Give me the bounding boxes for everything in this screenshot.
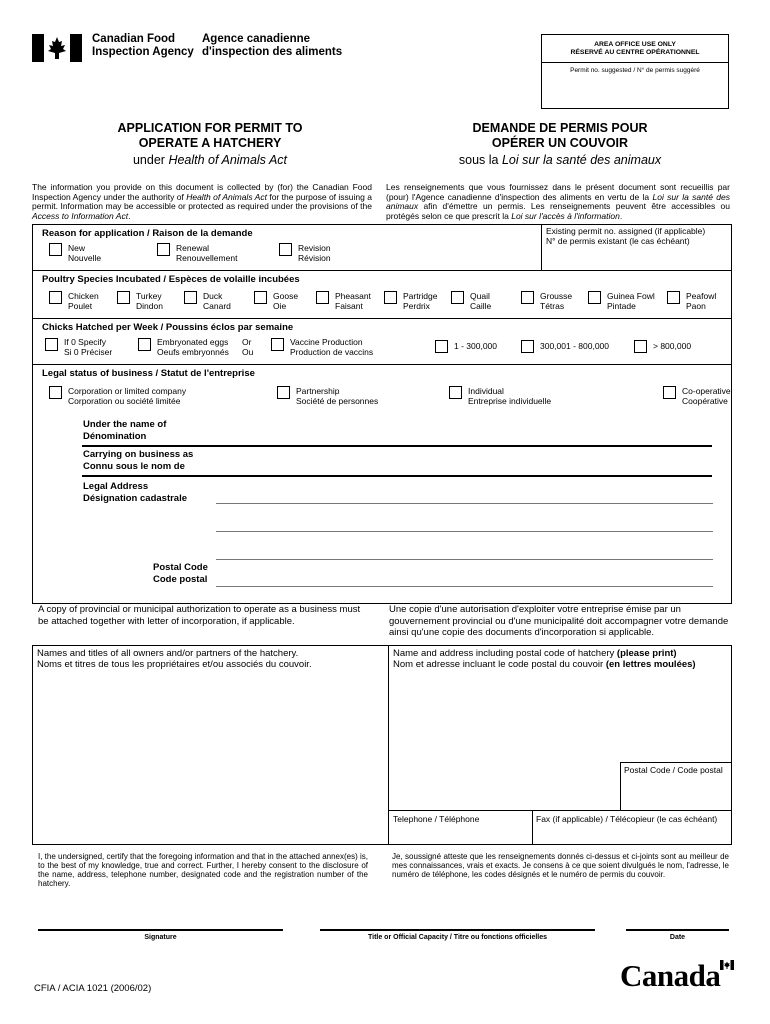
fax-label: Fax (if applicable) / Télécopieur (le cas échéant) <box>536 814 718 824</box>
legal-address-line-3[interactable] <box>216 559 713 560</box>
office-use-box: AREA OFFICE USE ONLY RÉSERVÉ AU CENTRE OPÉRATIONNEL Permit no. suggested / N° de permis suggéré <box>541 34 729 109</box>
species-label: Goose Oie <box>273 291 299 311</box>
species-label: Turkey Dindon <box>136 291 163 311</box>
species-guinea-fowl-checkbox[interactable] <box>588 291 601 304</box>
legal-cooperative-checkbox[interactable] <box>663 386 676 399</box>
form-number: CFIA / ACIA 1021 (2006/02) <box>34 983 152 994</box>
privacy-notice-fr: Les renseignements que vous fournissez dans le présent document sont recueillis par (pour) l'Agence canadienne d'inspection des aliments en vertu de la Loi sur la santé des animaux afin d'émettre un permis. Les renseignements peuvent être accessibles ou protégés selon ce que prescrit la Loi sur l'accès à l'information. <box>386 182 730 221</box>
reason-revision-checkbox[interactable] <box>279 243 292 256</box>
legal-individual-checkbox[interactable] <box>449 386 462 399</box>
legal-address-label: Legal Address Désignation cadastrale <box>83 481 188 504</box>
reason-renewal-checkbox[interactable] <box>157 243 170 256</box>
species-quail-checkbox[interactable] <box>451 291 464 304</box>
species-pheasant-checkbox[interactable] <box>316 291 329 304</box>
copy-note-en: A copy of provincial or municipal authorization to operate as a business must be attached together with letter of incorporation, if applicable. <box>38 604 361 627</box>
legal-individual-label: Individual Entreprise individuelle <box>468 386 552 406</box>
copy-note-fr: Une copie d'une autorisation d'exploiter votre entreprise émise par un gouvernement provincial ou d'une municipalité doit accompagner votre demande ainsi qu'une copie des documents d'incorporation si applicable. <box>389 604 729 638</box>
reason-revision-label: Revision Révision <box>298 243 331 263</box>
date-label: Date <box>669 934 686 941</box>
species-duck-checkbox[interactable] <box>184 291 197 304</box>
postal-code-field[interactable] <box>216 586 713 587</box>
vaccine-production-checkbox[interactable] <box>271 338 284 351</box>
vaccine-production-label: Vaccine Production Production de vaccins <box>290 337 374 357</box>
telephone-field[interactable] <box>392 826 528 842</box>
chicks-heading: Chicks Hatched per Week / Poussins éclos par semaine <box>42 322 294 333</box>
telephone-label: Telephone / Téléphone <box>393 814 480 824</box>
legal-corporation-checkbox[interactable] <box>49 386 62 399</box>
reason-new-checkbox[interactable] <box>49 243 62 256</box>
certification-en: I, the undersigned, certify that the foregoing information and that in the attached annex(es) is, to the best of my knowledge, true and correct. Further, I hereby consent to the disclosure of the name, address, telephone number, designated code and the registration number of the hatchery. <box>38 852 368 888</box>
species-label: Quail Caille <box>470 291 492 311</box>
species-label: Partridge Perdrix <box>403 291 438 311</box>
chicks-if-zero-label: If 0 Specify Si 0 Préciser <box>64 337 113 357</box>
under-name-field[interactable] <box>82 445 712 447</box>
legal-heading: Legal status of business / Statut de l'entreprise <box>42 368 255 379</box>
hatchery-postal-box[interactable] <box>620 762 732 810</box>
hatchery-label: Name and address including postal code of hatchery (please print) Nom et adresse incluant le code postal du couvoir (en lettres moulées) <box>393 648 696 670</box>
permit-suggested-label: Permit no. suggested / N° de permis suggéré <box>570 67 700 74</box>
range-2-checkbox[interactable] <box>521 340 534 353</box>
under-name-label: Under the name of Dénomination <box>83 419 167 442</box>
privacy-notice-en: The information you provide on this document is collected by (for) the Canadian Food Inspection Agency under the authority of Health of Animals Act for the purpose of issuing a permit. Information may be accessible or protected as required under the provisions of the Access to Information Act. <box>32 182 372 221</box>
fax-field[interactable] <box>536 826 728 842</box>
species-goose-checkbox[interactable] <box>254 291 267 304</box>
reason-new-label: New Nouvelle <box>68 243 102 263</box>
embryonated-eggs-label: Embryonated eggs Oeufs embryonnés <box>157 337 229 357</box>
wordmark-flag-icon <box>720 960 734 970</box>
legal-address-line-2[interactable] <box>216 531 713 532</box>
species-turkey-checkbox[interactable] <box>117 291 130 304</box>
species-label: Guinea Fowl Pintade <box>607 291 655 311</box>
hatchery-field[interactable] <box>392 672 616 808</box>
legal-partnership-checkbox[interactable] <box>277 386 290 399</box>
legal-cooperative-label: Co-operative Coopérative <box>682 386 731 406</box>
agency-name-en: Canadian Food Inspection Agency <box>92 33 194 58</box>
date-field[interactable] <box>626 929 729 931</box>
species-heading: Poultry Species Incubated / Espèces de volaille incubées <box>42 274 300 285</box>
species-grousse-checkbox[interactable] <box>521 291 534 304</box>
range-1-checkbox[interactable] <box>435 340 448 353</box>
title-capacity-label: Title or Official Capacity / Titre ou fonctions officielles <box>367 934 548 941</box>
legal-corporation-label: Corporation or limited company Corporation ou société limitée <box>68 386 187 406</box>
signature-field[interactable] <box>38 929 283 931</box>
carrying-on-label: Carrying on business as Connu sous le nom de <box>83 449 194 472</box>
title-capacity-field[interactable] <box>320 929 595 931</box>
certification-fr: Je, soussigné atteste que les renseignements donnés ci-dessus et ci-joints sont au meilleur de mes connaissances, vrais et exacts. Je consens à ce que soient divulgués le nom, l'adresse, le numéro de téléphone, les codes désignés et le numéro de permis du couvoir. <box>392 852 729 879</box>
species-peafowl-checkbox[interactable] <box>667 291 680 304</box>
legal-address-line-1[interactable] <box>216 503 713 504</box>
existing-permit-label: Existing permit no. assigned (if applicable) N° de permis existant (le cas échéant) <box>546 226 706 246</box>
embryonated-eggs-checkbox[interactable] <box>138 338 151 351</box>
canada-wordmark: Canada <box>620 958 736 994</box>
title-fr: DEMANDE DE PERMIS POUR OPÉRER UN COUVOIR sous la Loi sur la santé des animaux <box>458 121 662 167</box>
range-3-label: > 800,000 <box>653 341 692 351</box>
owners-label: Names and titles of all owners and/or partners of the hatchery. Noms et titres de tous les propriétaires et/ou associés du couvoir. <box>37 648 312 670</box>
species-label: Duck Canard <box>203 291 231 311</box>
legal-partnership-label: Partnership Société de personnes <box>296 386 379 406</box>
range-3-checkbox[interactable] <box>634 340 647 353</box>
species-partridge-checkbox[interactable] <box>384 291 397 304</box>
chicks-if-zero-checkbox[interactable] <box>45 338 58 351</box>
range-1-label: 1 - 300,000 <box>454 341 498 351</box>
title-en: APPLICATION FOR PERMIT TO OPERATE A HATCHERY under Health of Animals Act <box>117 121 303 167</box>
reason-renewal-label: Renewal Renouvellement <box>176 243 238 263</box>
species-chicken-checkbox[interactable] <box>49 291 62 304</box>
species-label: Peafowl Paon <box>686 291 717 311</box>
agency-name-fr: Agence canadienne d'inspection des aliments <box>202 33 343 58</box>
species-label: Grousse Tétras <box>540 291 573 311</box>
carrying-on-field[interactable] <box>82 475 712 477</box>
postal-code-label: Postal Code Code postal <box>153 562 208 585</box>
species-label: Pheasant Faisant <box>335 291 371 311</box>
range-2-label: 300,001 - 800,000 <box>540 341 610 351</box>
hatchery-postal-label: Postal Code / Code postal <box>624 765 723 775</box>
owners-field[interactable] <box>36 672 382 840</box>
species-label: Chicken Poulet <box>68 291 99 311</box>
reason-heading: Reason for application / Raison de la demande <box>42 228 253 239</box>
signature-label: Signature <box>144 934 177 941</box>
or-label: Or Ou <box>242 337 254 357</box>
canada-flag-icon <box>32 34 82 62</box>
